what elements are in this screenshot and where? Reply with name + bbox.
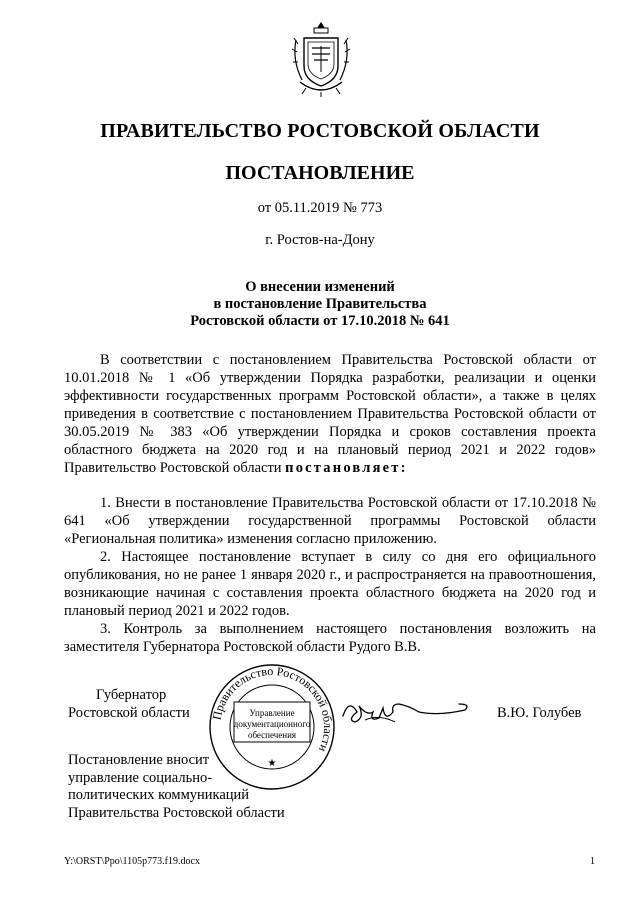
subject-line: Ростовской области от 17.10.2018 № 641 [190, 313, 450, 329]
author-block [68, 752, 285, 822]
author-line: политических коммуникаций [68, 787, 250, 803]
stamp-ring-text: Правительство Ростовской области [209, 663, 336, 755]
preamble-text: В соответствии с постановлением Правительства Ростовской области от 10.01.2018 № 1 «Об утверждении Порядка разработки, реализации и оценки эффективности государственных программ Ростовской области», а также в целях приведения в соответствие с постановлением Правительства Ростовской области от 30.05.2019 № 383 «Об утверждении Порядка и сроков составления проекта областного бюджета на 2020 год и на плановый период 2021 и 2022 годов» Правительство Ростовской области [64, 352, 596, 476]
handwritten-signature-icon [335, 690, 475, 730]
footer-file-path: Y:\ORST\Ppo\1105p773.f19.docx [64, 856, 200, 867]
decree-item: 2. Настоящее постановление вступает в силу со дня его официального опубликования, но не ранее 1 января 2020 г., и распространяется на правоотношения, возникающие начиная с составления проекта областного бюджета на 2020 год и плановый период 2021 и 2022 годов. [64, 549, 596, 619]
page-number: 1 [590, 856, 595, 867]
organization-title: ПРАВИТЕЛЬСТВО РОСТОВСКОЙ ОБЛАСТИ [100, 120, 540, 142]
coat-of-arms-icon [290, 18, 352, 98]
signatory-title [68, 686, 190, 722]
stamp-center-line: обеспечения [247, 730, 297, 740]
author-line: Правительства Ростовской области [68, 804, 285, 821]
document-city: г. Ростов-на-Дону [265, 232, 375, 248]
signatory-title-line: Губернатор [96, 687, 167, 703]
document-subject [0, 279, 640, 330]
decree-word: постановляет: [285, 460, 408, 476]
preamble-paragraph [64, 351, 596, 477]
stamp-center-line: документационного [233, 719, 311, 729]
document-type: ПОСТАНОВЛЕНИЕ [225, 162, 415, 184]
document-date-number: от 05.11.2019 № 773 [257, 200, 383, 216]
signatory-name: В.Ю. Голубев [497, 705, 582, 721]
decree-item: 1. Внести в постановление Правительства Ростовской области от 17.10.2018 № 641 «Об утверждении государственной программы Ростовской области «Региональная политика» изменения согласно приложению. [64, 495, 596, 547]
decree-items [64, 494, 596, 656]
subject-line: в постановление Правительства [213, 296, 427, 312]
signatory-title-line: Ростовской области [68, 705, 190, 721]
author-line: управление социально- [68, 769, 213, 786]
stamp-center-line: Управление [249, 708, 295, 718]
subject-line: О внесении изменений [245, 279, 395, 295]
decree-item: 3. Контроль за выполнением настоящего постановления возложить на заместителя Губернатора Ростовской области Рудого В.В. [64, 621, 596, 655]
stamp-star-icon: ★ [267, 758, 277, 769]
author-line: Постановление вносит [68, 752, 210, 768]
